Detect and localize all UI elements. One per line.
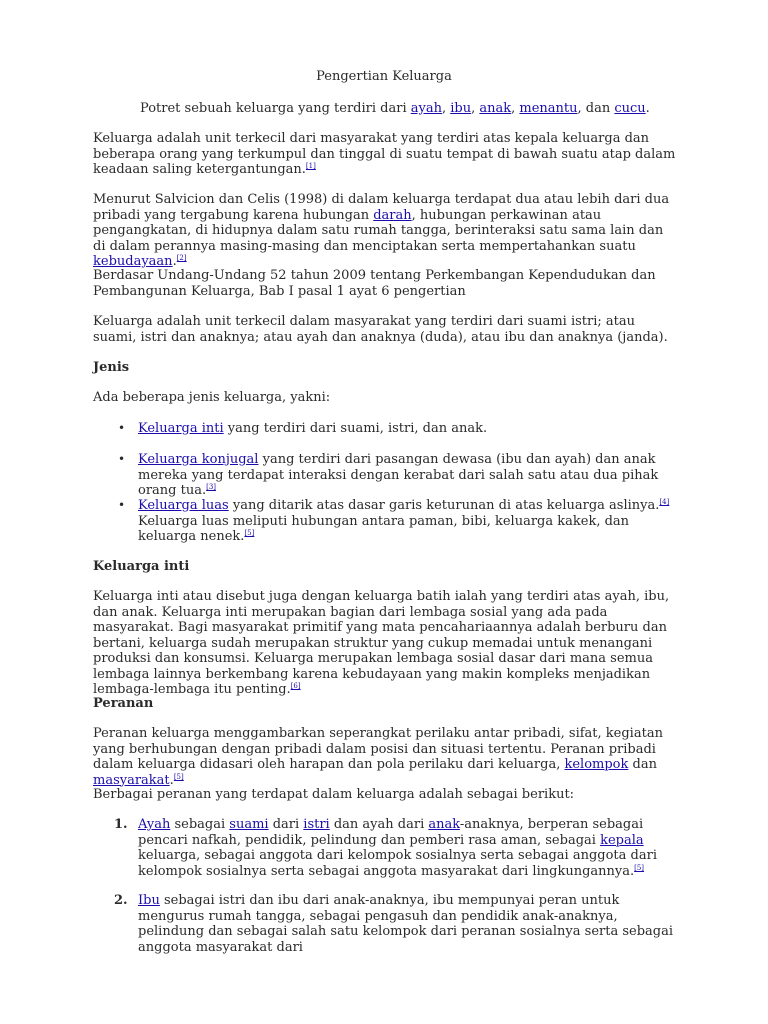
bullet-icon: • [118, 452, 126, 466]
link-anak[interactable]: anak [479, 101, 512, 116]
link-cucu[interactable]: cucu [614, 101, 646, 116]
link-menantu[interactable]: menantu [519, 101, 578, 116]
citation-link[interactable]: [5] [173, 772, 184, 781]
link-istri[interactable]: istri [303, 817, 330, 832]
paragraph-salvicion [93, 192, 678, 270]
link-darah[interactable]: darah [373, 207, 412, 223]
list-item-text: sebagai [170, 817, 230, 832]
citation-link[interactable]: [5] [244, 529, 255, 537]
paragraph-undang-undang: Berdasar Undang-Undang 52 tahun 2009 tentang Perkembangan Kependudukan dan Pembangunan Keluarga, Bab I pasal 1 ayat 6 pengertian [93, 268, 656, 299]
paragraph-text: . [169, 772, 174, 788]
paragraph-text: . [172, 254, 177, 269]
list-item-text: dan ayah dari [329, 817, 429, 832]
list-number: 1. [114, 817, 128, 832]
bullet-icon: • [118, 421, 126, 435]
list-item [118, 452, 678, 499]
paragraph-text: Peranan keluarga menggambarkan seperangkat perilaku antar pribadi, sifat, kegiatan yang berhubungan dengan pribadi dalam posisi dan situasi tertentu. Peranan pribadi dalam keluarga didasari oleh harapan dan pola perilaku dari keluarga, [93, 726, 663, 772]
page-title: Pengertian Keluarga [316, 69, 452, 84]
paragraph-text: Menurut Salvicion dan Celis (1998) di dalam keluarga terdapat dua atau lebih dari dua pribadi yang tergabung karena hubungan [93, 192, 670, 223]
caption-sep: , [471, 101, 480, 116]
link-kelompok[interactable]: kelompok [564, 757, 629, 772]
paragraph-peranan [93, 726, 678, 788]
bullet-icon: • [118, 498, 126, 512]
list-item-text: keluarga, sebagai anggota dari kelompok sosialnya serta sebagai anggota dari kelompok sosialnya serta sebagai anggota masyarakat dari lingkungannya. [138, 848, 657, 879]
link-kebudayaan[interactable]: kebudayaan [93, 254, 173, 269]
paragraph-keluarga-inti [93, 589, 678, 698]
link-anak-role[interactable]: anak [428, 817, 460, 832]
list-item-text: yang ditarik atas dasar garis keturunan di atas keluarga aslinya. [228, 498, 660, 513]
paragraph-definition [93, 131, 678, 178]
paragraph-text: Keluarga inti atau disebut juga dengan keluarga batih ialah yang terdiri atas ayah, ibu, dan anak. Keluarga inti merupakan bagian dari lembaga sosial yang ada pada masyarakat. Bagi masyarakat primitif yang mata pencahariaannya adalah berburu dan bertani, keluarga sudah merupakan struktur yang cukup memadai untuk menangani produksi dan konsumsi. Keluarga merupakan lembaga sosial dasar dari mana semua lembaga lainnya berkembang karena kebudayaan yang makin kompleks menjadikan lembaga-lembaga itu penting. [93, 589, 670, 697]
heading-keluarga-inti: Keluarga inti [93, 559, 190, 574]
link-kepala[interactable]: kepala [600, 832, 644, 848]
paragraph-text: dan [628, 757, 657, 772]
citation-link[interactable]: [5] [634, 863, 645, 872]
list-item-text: yang terdiri dari suami, istri, dan anak. [223, 421, 488, 436]
list-item-text: sebagai istri dan ibu dari anak-anaknya, ibu mempunyai peran untuk mengurus rumah tangga, sebagai pengasuh dan pendidik anak-anaknya, pelindung dan sebagai salah satu kelompok dari peranan sosialnya serta sebagai anggota masyarakat dari [138, 893, 673, 955]
link-masyarakat[interactable]: masyarakat [93, 772, 170, 788]
link-keluarga-inti[interactable]: Keluarga inti [138, 421, 224, 436]
image-caption [140, 101, 650, 117]
link-ayah[interactable]: ayah [410, 101, 442, 116]
citation-link[interactable]: [1] [305, 162, 316, 170]
list-item-text: Keluarga luas meliputi hubungan antara paman, bibi, keluarga kakek, dan keluarga nenek. [138, 513, 630, 544]
list-item [118, 421, 678, 437]
list-item-text: -anaknya, berperan sebagai pencari nafkah, pendidik, pelindung dan pemberi rasa aman, sebagai [138, 817, 644, 848]
citation-link[interactable]: [6] [290, 682, 301, 690]
citation-link[interactable]: [2] [176, 254, 187, 262]
link-keluarga-konjugal[interactable]: Keluarga konjugal [138, 452, 259, 467]
caption-sep: , dan [577, 101, 615, 116]
list-number: 2. [114, 893, 128, 908]
link-keluarga-luas[interactable]: Keluarga luas [138, 498, 229, 513]
heading-jenis: Jenis [93, 360, 130, 375]
list-item-text: dari [268, 817, 304, 832]
paragraph-uu-definition: Keluarga adalah unit terkecil dalam masyarakat yang terdiri dari suami istri; atau suami, istri dan anaknya; atau ayah dan anaknya (duda), atau ibu dan anaknya (janda). [93, 314, 668, 345]
caption-text: Potret sebuah keluarga yang terdiri dari [140, 101, 411, 116]
paragraph-jenis-lead: Ada beberapa jenis keluarga, yakni: [93, 390, 331, 405]
citation-link[interactable]: [3] [206, 483, 217, 491]
heading-peranan: Peranan [93, 696, 154, 711]
link-suami[interactable]: suami [229, 817, 269, 832]
link-ibu[interactable]: ibu [450, 101, 472, 116]
list-item-text: yang terdiri dari pasangan dewasa (ibu dan ayah) dan anak mereka yang terdapat interaksi dengan kerabat dari salah satu atau dua pihak orang tua. [138, 452, 659, 498]
paragraph-peranan-lead: Berbagai peranan yang terdapat dalam keluarga adalah sebagai berikut: [93, 787, 575, 802]
link-ayah-role[interactable]: Ayah [138, 817, 171, 832]
caption-sep: , [511, 101, 520, 116]
list-item [118, 498, 678, 545]
citation-link[interactable]: [4] [659, 498, 670, 506]
ordered-list-item [114, 893, 678, 955]
link-ibu-role[interactable]: Ibu [138, 893, 160, 908]
ordered-list-item [114, 817, 678, 879]
paragraph-text: , hubungan perkawinan atau pengangkatan, di hidupnya dalam satu rumah tangga, berinteraksi satu sama lain dan di dalam perannya masing-masing dan menciptakan serta mempertahankan suatu [93, 207, 664, 254]
caption-end: . [645, 101, 650, 116]
caption-sep: , [441, 101, 451, 116]
paragraph-text: Keluarga adalah unit terkecil dari masyarakat yang terdiri atas kepala keluarga dan beberapa orang yang terkumpul dan tinggal di suatu tempat di bawah suatu atap dalam keadaan saling ketergantungan. [93, 131, 676, 177]
